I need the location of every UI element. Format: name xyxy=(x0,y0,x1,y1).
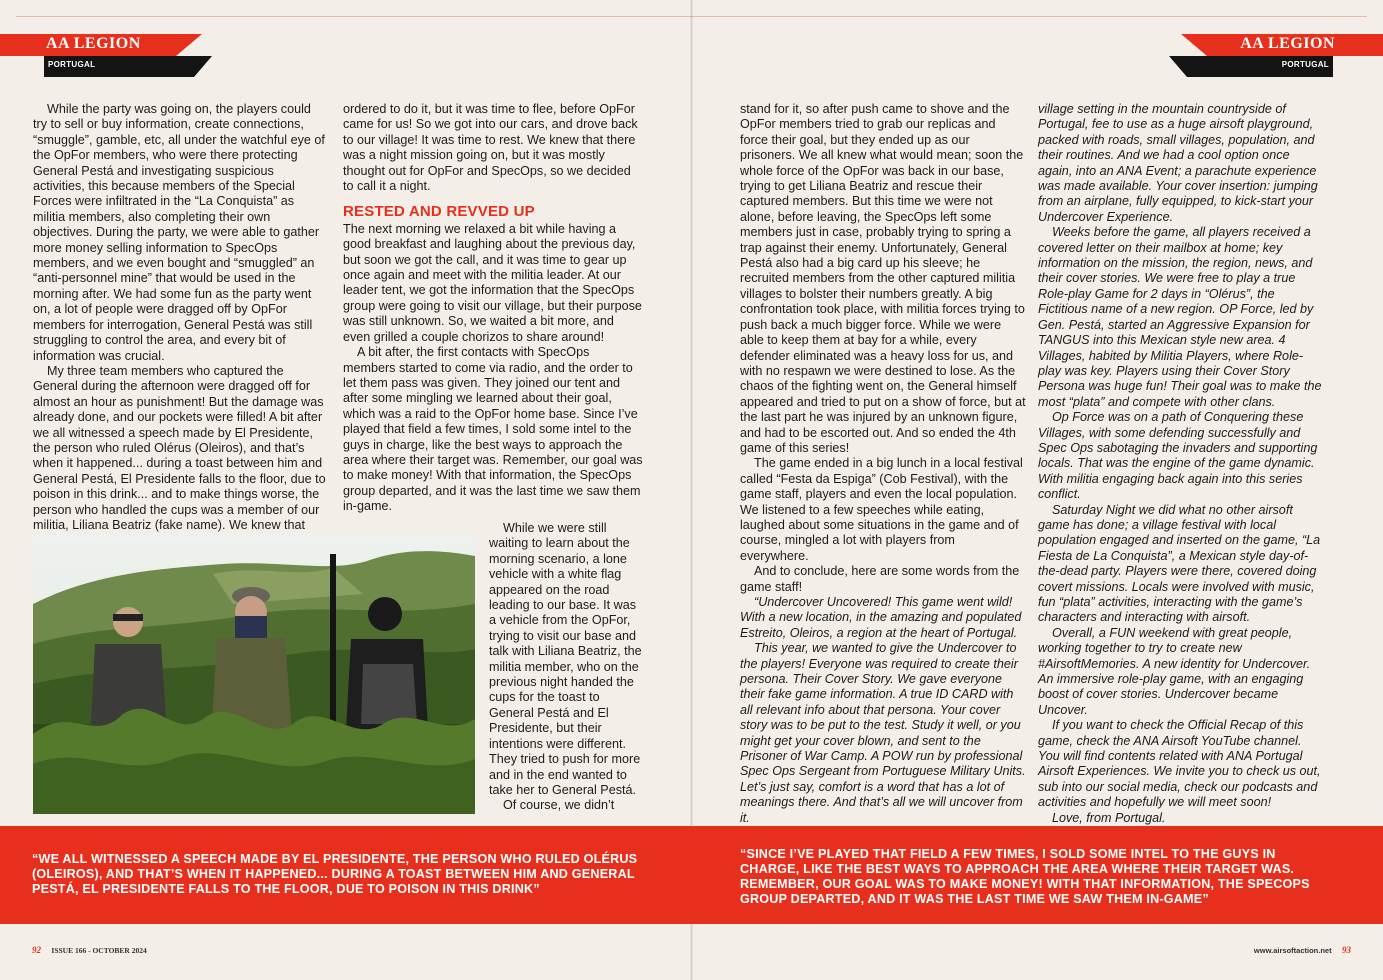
left-section-tag xyxy=(44,56,194,77)
paragraph: Overall, a FUN weekend with great people, working together to try to create new #AirsoftMemories. A new identity for Undercover. An immersive role-play game, with an engaging boost of cover stories. Undercover became Uncover. xyxy=(1038,625,1311,717)
article-column-3 xyxy=(740,102,1026,842)
footer-right xyxy=(1254,945,1351,955)
article-photo xyxy=(33,534,475,814)
paragraph: The game ended in a big lunch in a local festival called “Festa da Espiga” (Cob Festival), with the game staff, players and even the local population. We listened to a few speeches while eating, laughed about some situations in the game and of course, mingled a lot with players from everywhere. xyxy=(740,456,1023,563)
right-section-tag xyxy=(1187,56,1333,77)
page-number-right: 93 xyxy=(1342,945,1351,955)
paragraph: Love, from Portugal. xyxy=(1052,810,1166,825)
paragraph: Weeks before the game, all players received a covered letter on their mailbox at home; key information on the mission, the region, news, and their cover stories. We were free to play a true Role-play Game for 2 days in “Olérus”, the Fictitious name of a new region. OP Force, led by Gen. Pestá, started an Aggressive Expansion for TANGUS into this Mexican style new area. 4 Villages, habited by Militia Players, where Role-play was key. Players using their Cover Story Persona was huge fun! Their goal was to make the most “plata” and compete with other clans. xyxy=(1038,225,1322,409)
article-column-2 xyxy=(343,102,643,515)
paragraph: “Undercover Uncovered! This game went wild! With a new location, in the amazing and populated Estreito, Oleiros, a region at the heart of Portugal. xyxy=(740,595,1022,640)
paragraph: Op Force was on a path of Conquering these Villages, with some defending successfully and Spec Ops sabotaging the invaders and supporting locals. That was the engine of the game dynamic. With militia engaging back again into this series conflict. xyxy=(1038,410,1318,502)
article-column-1 xyxy=(33,102,326,549)
right-section-label: PORTUGAL xyxy=(1281,60,1329,69)
paragraph: While the party was going on, the players could try to sell or buy information, create connections, “smuggle”, gamble, etc, all under the watchful eye of the OpFor members, who were there protecting General Pestá and investigating suspicious activities, this because members of the Special Forces were infiltrated in the “La Conquista” as militia members, also completing their own objectives. During the party, we were able to gather more money selling information to SpecOps members, and we even bought and “smuggled” an “anti-personnel mine” that would be used in the morning after. We had some fun as the party went on, a lot of people were dragged off by OpFor members for interrogation, General Pestá was still struggling to control the area, and every bit of information was crucial. xyxy=(33,102,325,363)
footer-left xyxy=(32,945,147,955)
article-column-4 xyxy=(1038,102,1326,843)
paragraph: Saturday Night we did what no other airsoft game has done; a village festival with local population engaged and inserted on the game, “La Fiesta de La Conquista”, a Mexican style day-of-the-dead party. Players were there, covered doing covert missions. Locals were involved with music, fun “plata” activities, interacting with the game’s characters and interacting with airsoft. xyxy=(1038,502,1321,625)
paragraph: stand for it, so after push came to shove and the OpFor members tried to grab our replicas and force their goal, but they ended up as our prisoners. We all knew what would mean; soon the whole force of the OpFor was back in our base, trying to get Liliana Beatriz and rescue their captured members. But this time we were not alone, before leaving, the SpecOps left some members just in case, probably trying to spring a trap against their enemy. Unfortunately, General Pestá also had a big card up his sleeve; he recruited members from the other captured militia villages to bolster their numbers greatly. A big confrontation took place, with militia forces trying to push back a much bigger force. While we were able to keep them at bay for a while, every defender eliminated was a heavy loss for us, and with no respawn we were destined to lose. As the chaos of the fighting went on, the General himself appeared and tried to put on a show of force, but at the last part he was injured by an unknown figure, and had to be escorted out. And so ended the 4th game of this series! xyxy=(740,102,1026,455)
pull-quote-left: “WE ALL WITNESSED A SPEECH MADE BY EL PRESIDENTE, THE PERSON WHO RULED OLÉRUS (OLEIROS), AND THAT’S WHEN IT HAPPENED... DURING A TOAST BETWEEN HIM AND GENERAL PESTÁ, EL PRESIDENTE FALLS TO THE FLOOR, DUE TO POISON IN THIS DRINK” xyxy=(32,852,638,896)
left-header-bar-tip xyxy=(176,34,202,56)
paragraph: village setting in the mountain countryside of Portugal, fee to use as a huge airsoft playground, packed with roads, small villages, population, and their routines. And we had a cool option once again, into an ANA Event; a parachute experience was made available. Your cover insertion: jumping from an airplane, fully equipped, to kick-start your Undercover Experience. xyxy=(1038,102,1318,224)
website-link[interactable]: www.airsoftaction.net xyxy=(1253,946,1332,955)
paragraph: The next morning we relaxed a bit while having a good breakfast and laughing about the previous day, but soon we got the call, and it was time to gear up once again and meet with the militia leader. At our leader tent, we got the information that the SpecOps group were going to visit our village, but their purpose was still unknown. So, we waited a bit more, and even grilled a couple chorizos to share around! xyxy=(343,221,642,344)
paragraph: And to conclude, here are some words from the game staff! xyxy=(740,564,1020,594)
paragraph: Of course, we didn’t xyxy=(503,798,615,813)
militia-players-photo xyxy=(33,534,475,814)
paragraph: A bit after, the first contacts with SpecOps members started to come via radio, and the order to let them pass was given. They joined our tent and after some mingling we learned about their goal, which was a raid to the OpFor home base. Since I’ve played that field a few times, I sold some intel to the guys in charge, like the best ways to approach the area where their target was. Remember, our goal was to make money! With that information, the SpecOps group departed, and it was the last time we saw them in-game. xyxy=(343,345,643,514)
paragraph: While we were still waiting to learn about the morning scenario, a lone vehicle with a white flag appeared on the road leading to our base. It was a vehicle from the OpFor, trying to visit our base and talk with Liliana Beatriz, the militia member, who on the previous night handed the cups for the toast to General Pestá and El Presidente, but their intentions were different. They tried to push for more and in the end wanted to take her to General Pestá. xyxy=(489,521,642,797)
right-header-bar-tip xyxy=(1181,34,1207,56)
paragraph: My three team members who captured the General during the afternoon were dragged off for almost an hour as punishment! But the damage was already done, and our pockets were filled! A bit after we all witnessed a speech made by El Presidente, the person who ruled Olérus (Oleiros), and that’s when it happened... during a toast between him and General Pestá, El Presidente falls to the floor, due to poison in this drink... and to make things worse, the person who handled the cups was a member of our militia, Liliana Beatriz (fake name). We knew that xyxy=(33,363,326,532)
pull-quote-right: “SINCE I’VE PLAYED THAT FIELD A FEW TIMES, I SOLD SOME INTEL TO THE GUYS IN CHARGE, LIKE THE BEST WAYS TO APPROACH THE AREA WHERE THEIR TARGET WAS. REMEMBER, OUR GOAL WAS TO MAKE MONEY! WITH THAT INFORMATION, THE SPECOPS GROUP DEPARTED, AND IT WAS THE LAST TIME WE SAW THEM IN-GAME” xyxy=(740,847,1310,906)
paragraph: If you want to check the Official Recap of this game, check the ANA Airsoft YouTube channel. You will find contents related with ANA Portugal Airsoft Experiences. We invite you to check us out, sub into our social media, check our podcasts and activities and hopefully we will meet soon! xyxy=(1038,718,1321,810)
paragraph: ordered to do it, but it was time to flee, before OpFor came for us! So we got into our cars, and drove back to our village! It was time to rest. We knew that there was a night mission going on, but it was mostly thought out for OpFor and SpecOps, so we decided to call it a night. xyxy=(343,102,638,194)
paragraph: This year, we wanted to give the Undercover to the players! Everyone was required to create their persona. Their Cover Story. We gave everyone their fake game information. A true ID CARD with all relevant info about that persona. Your cover story was to be put to the test. Study it well, or you might get your cover blown, and sent to the Prisoner of War Camp. A POW run by professional Spec Ops Sergeant from Portuguese Military Units. Let’s just say, comfort is a word that has a lot of meanings there. And that’s all we will uncover from it. xyxy=(740,641,1026,825)
section-heading: RESTED AND REVVED UP xyxy=(343,203,535,221)
article-column-2-wrap xyxy=(489,521,645,814)
page-number-left: 92 xyxy=(32,945,41,955)
right-header-title: AA LEGION xyxy=(1240,35,1335,52)
left-header-title: AA LEGION xyxy=(46,35,141,52)
left-section-label: PORTUGAL xyxy=(48,60,96,69)
issue-label: ISSUE 166 - OCTOBER 2024 xyxy=(51,946,147,955)
